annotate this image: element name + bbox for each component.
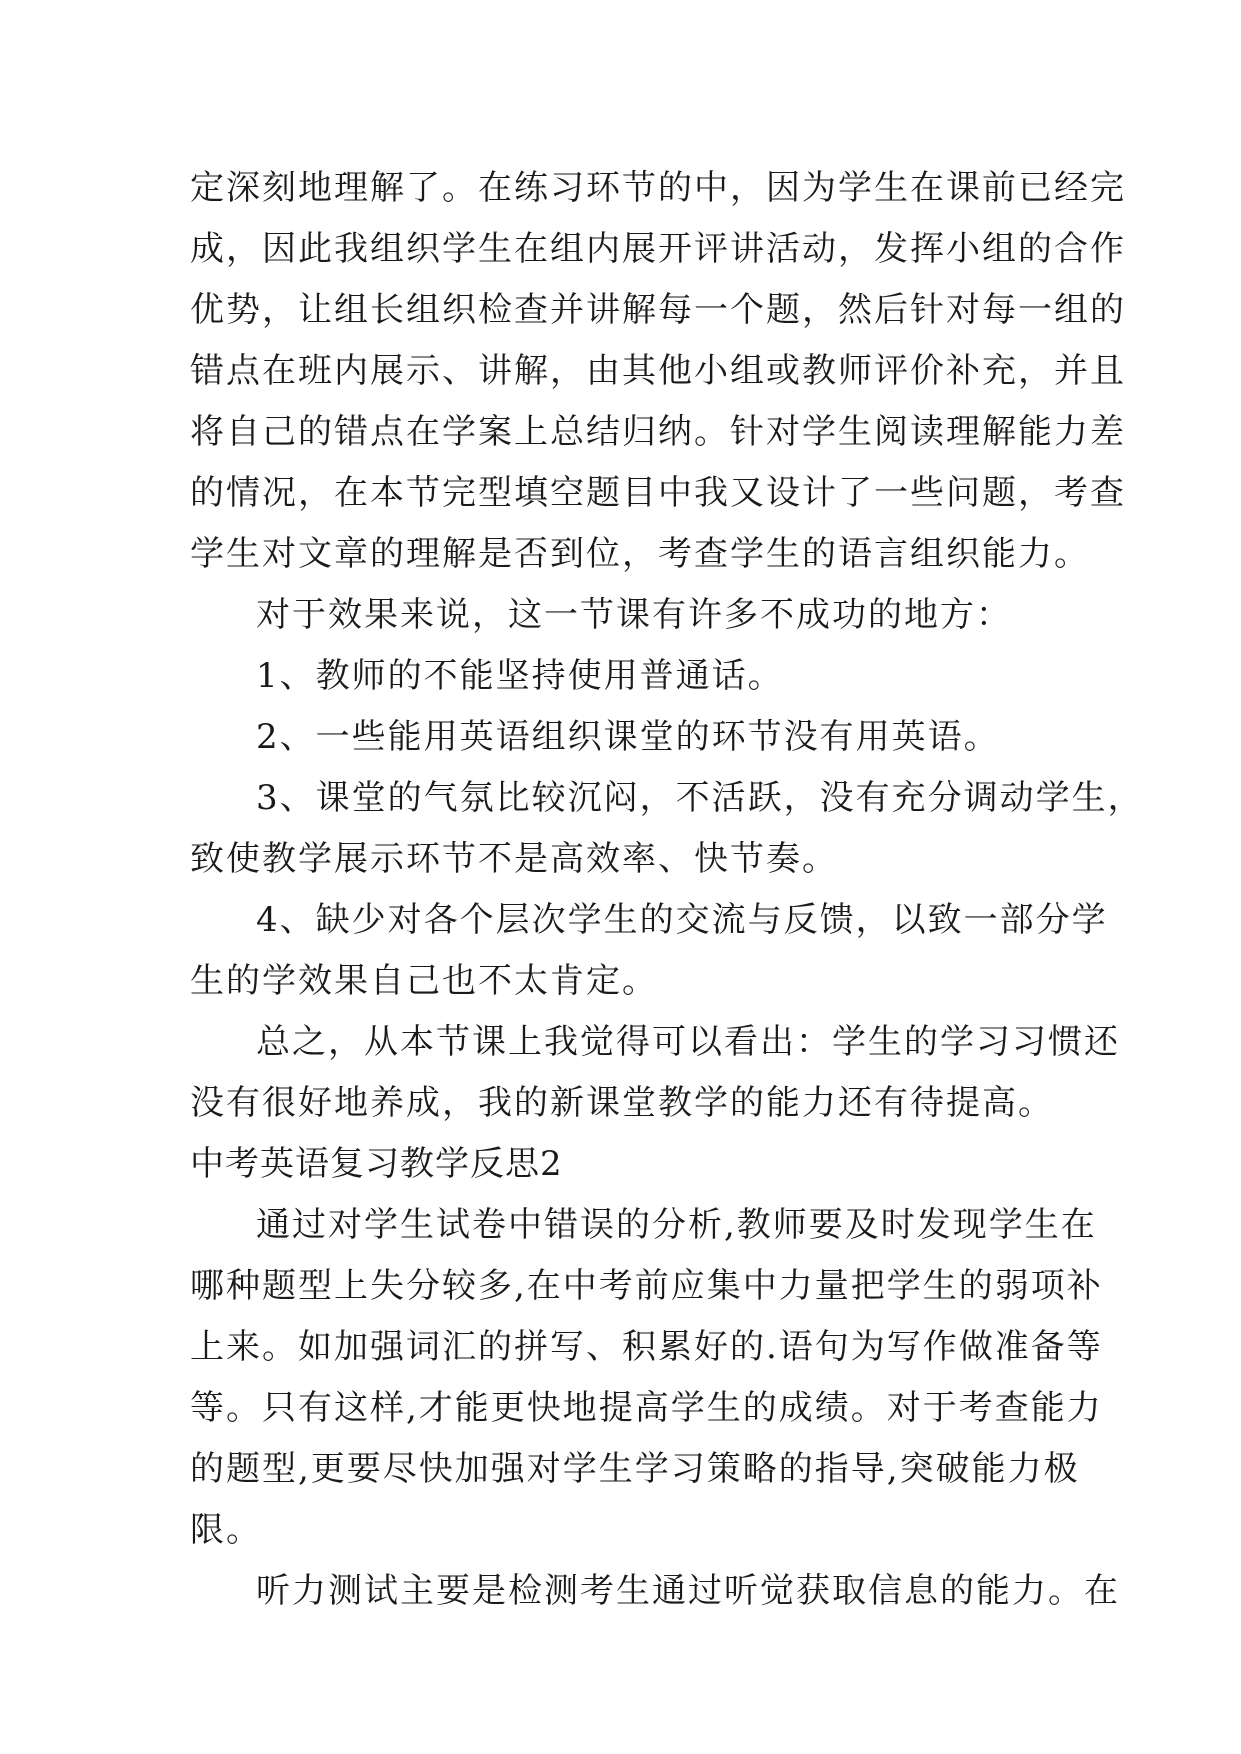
text-line: 的题型,更要尽快加强对学生学习策略的指导,突破能力极: [190, 1449, 1080, 1489]
paragraph-effect-intro: [190, 585, 1060, 646]
text-line: 成，因此我组织学生在组内展开评讲活动，发挥小组的合作: [190, 229, 1126, 269]
text-line: 哪种题型上失分较多,在中考前应集中力量把学生的弱项补: [190, 1266, 1103, 1306]
paragraph-conclusion: [190, 1012, 1120, 1134]
text-line: 3、课堂的气氛比较沉闷，不活跃，没有充分调动学生，: [256, 778, 1144, 818]
text-line: 将自己的错点在学案上总结归纳。针对学生阅读理解能力差: [190, 412, 1126, 452]
paragraph-listening-test: [190, 1561, 1120, 1622]
list-item-1: [190, 646, 1060, 707]
text-line: 通过对学生试卷中错误的分析,教师要及时发现学生在: [256, 1205, 1097, 1245]
text-line: 的情况，在本节完型填空题目中我又设计了一些问题，考查: [190, 473, 1126, 513]
text-line: 错点在班内展示、讲解，由其他小组或教师评价补充，并且: [190, 351, 1126, 391]
text-line: 上来。如加强词汇的拼写、积累好的.语句为写作做准备等: [190, 1327, 1103, 1367]
paragraph-class-reflection: [190, 158, 1126, 585]
text-line: 没有很好地养成，我的新课堂教学的能力还有待提高。: [190, 1083, 1054, 1123]
list-item-4: [190, 890, 1108, 1012]
text-line: 优势，让组长组织检查并讲解每一个题，然后针对每一组的: [190, 290, 1126, 330]
text-line: 对于效果来说，这一节课有许多不成功的地方：: [256, 595, 1012, 635]
text-line: 限。: [190, 1510, 262, 1550]
text-line: 生的学效果自己也不太肯定。: [190, 961, 658, 1001]
document-page: [190, 158, 1144, 1622]
text-line: 等。只有这样,才能更快地提高学生的成绩。对于考查能力: [190, 1388, 1103, 1428]
text-line: 定深刻地理解了。在练习环节的中，因为学生在课前已经完: [190, 168, 1126, 208]
text-line: 2、一些能用英语组织课堂的环节没有用英语。: [256, 717, 1000, 757]
text-line: 致使教学展示环节不是高效率、快节奏。: [190, 839, 838, 879]
paragraph-error-analysis: [190, 1195, 1103, 1561]
text-line: 总之，从本节课上我觉得可以看出：学生的学习习惯还: [256, 1022, 1120, 1062]
list-item-2: [190, 707, 1060, 768]
section-heading: 中考英语复习教学反思2: [190, 1144, 563, 1184]
list-item-3: [190, 768, 1144, 890]
text-line: 1、教师的不能坚持使用普通话。: [256, 656, 784, 696]
text-line: 学生对文章的理解是否到位，考查学生的语言组织能力。: [190, 534, 1090, 574]
text-line: 4、缺少对各个层次学生的交流与反馈，以致一部分学: [256, 900, 1108, 940]
text-line: 听力测试主要是检测考生通过听觉获取信息的能力。在: [256, 1571, 1120, 1611]
